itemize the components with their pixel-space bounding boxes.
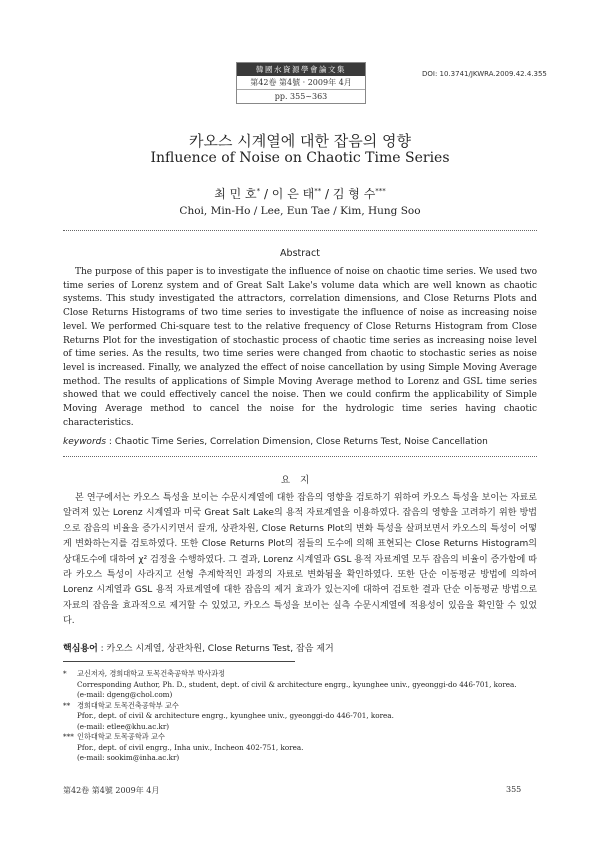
korean-keywords-separator: :: [97, 644, 107, 654]
divider-middle: [63, 456, 537, 457]
title-english: Influence of Noise on Chaotic Time Series: [150, 150, 450, 166]
abstract-heading: Abstract: [280, 248, 320, 259]
keywords-separator: :: [106, 437, 115, 447]
footnote-3-line-1: 인하대학교 토목공학과 교수: [77, 732, 165, 741]
korean-keywords-line: [63, 641, 334, 654]
footnote-2-mark: **: [63, 700, 71, 710]
abstract-text: The purpose of this paper is to investigate the influence of noise on chaotic time series. We used two time series of Lorenz system and of Great Salt Lake's volume data which are well known as chaotic systems. This study investigated the attractors, correlation dimensions, and Close Returns Plots and Close Returns Histograms of two time series to investigate the influence of noise as increasing noise level. We performed Chi-square test to the relative frequency of Close Returns Histogram from Close Returns Plot for the investigation of stochastic process of chaotic time series as increasing noise level of time series. As the results, two time series were changed from chaotic to stochastic series as noise level is increased. Finally, we analyzed the effect of noise cancellation by using Simple Moving Average method. The results of applications of Simple Moving Average method to Lorenz and GSL time series showed that we could effectively cancel the noise. Then we could confirm the applicability of Simple Moving Average method to cancel the noise for the hydrologic time series having chaotic characteristics.: [63, 267, 537, 428]
author-1-mark: *: [256, 187, 261, 195]
author-2-name: 이 은 태: [271, 187, 315, 201]
title-korean: 카오스 시계열에 대한 잡음의 영향: [189, 132, 411, 150]
divider-top: [63, 230, 537, 231]
journal-name: 韓國水資源學會論文集: [237, 63, 365, 76]
author-separator: /: [325, 187, 333, 201]
footer-page-number: 355: [506, 785, 522, 794]
footnote-2: [63, 701, 543, 733]
footnote-1: [63, 669, 543, 701]
keywords-label: keywords: [63, 437, 107, 447]
footnote-divider: [63, 661, 295, 662]
summary-heading: 요지: [280, 475, 320, 486]
footnote-1-line-2: Corresponding Author, Ph. D., student, dept. of civil & architecture engrg., kyunghee univ., gyeonggi-do 446-701, korea.: [77, 679, 517, 689]
footnote-3-line-3: (e-mail: sookim@inha.ac.kr): [77, 753, 180, 762]
footnote-3-mark: ***: [63, 732, 74, 741]
footnote-3-line-2: Pfor., dept. of civil engrg., Inha univ., Incheon 402-751, korea.: [77, 742, 304, 752]
footnotes: [63, 669, 543, 764]
footnote-2-line-1: 경희대학교 토목건축공학부 교수: [77, 700, 179, 710]
author-1-name: 최 민 호: [214, 187, 257, 201]
author-3-mark: ***: [375, 187, 386, 195]
footnote-2-line-3: (e-mail: etlee@khu.ac.kr): [77, 721, 170, 731]
authors-english: Choi, Min-Ho / Lee, Eun Tae / Kim, Hung Soo: [179, 205, 421, 217]
keywords-text: Chaotic Time Series, Correlation Dimension, Close Returns Test, Noise Cancellation: [114, 437, 488, 447]
summary-text: 본 연구에서는 카오스 특성을 보이는 수문시계열에 대한 잡음의 영향을 검토하기 위하여 카오스 특성을 보이는 자료로 알려져 있는 Lorenz 시계열과 미국 Great Salt Lake의 용적 자료계열을 이용하였다. 잡음의 영향을 고려하기 위한 방법으로 잡음의 비율을 증가시키면서 끌개, 상관차원, Close Returns Plot의 변화 특성을 살펴보면서 카오스의 특성이 어떻게 변화하는지를 검토하였다. 또한 Close Returns Plot의 점들의 도수에 의해 표현되는 Close Returns Histogram의 상대도수에 대하여 χ² 검정을 수행하였다. 그 결과, Lorenz 시계열과 GSL 용적 자료계열 모두 잡음의 비율이 증가함에 따라 카오스 특성이 사라지고 선형 추계학적인 과정의 자료로 변화됨을 확인하였다. 또한 단순 이동평균 방법에 의하여 Lorenz 시계열과 GSL 용적 자료계열에 대한 잡음의 제거 효과가 있는지에 대하여 검토한 결과 단순 이동평균 방법으로 자료의 잡음을 효과적으로 제거할 수 있었고, 카오스 특성을 보이는 실측 수문시계열에 적용성이 있음을 확인할 수 있었다.: [63, 493, 537, 627]
author-2-mark: **: [314, 187, 322, 195]
journal-info-box: [236, 62, 366, 104]
footnote-1-line-3: (e-mail: dgeng@chol.com): [77, 690, 173, 699]
authors-korean: [0, 185, 600, 202]
keywords-line: [63, 437, 488, 447]
author-3-name: 김 형 수: [332, 187, 376, 201]
footnote-1-mark: *: [63, 669, 67, 678]
korean-keywords-label: 핵심용어: [63, 644, 98, 654]
korean-keywords-text: 카오스 시계열, 상관차원, Close Returns Test, 잡음 제거: [106, 644, 334, 654]
footer-journal-issue: 第42卷 第4號 2009年 4月: [63, 786, 160, 795]
journal-issue: 第42卷 第4號 · 2009年 4月: [237, 76, 365, 90]
journal-pages: pp. 355~363: [274, 92, 328, 101]
footnote-3: [63, 732, 543, 764]
footnote-2-line-2: Pfor., dept. of civil & architecture engrg., kyunghee univ., gyeonggi-do 446-701, korea.: [77, 711, 394, 720]
doi-label: DOI: 10.3741/JKWRA.2009.42.4.355: [422, 70, 547, 78]
author-separator: /: [263, 187, 272, 201]
footnote-1-line-1: 교신저자, 경희대학교 토목건축공학부 박사과정: [77, 669, 226, 678]
